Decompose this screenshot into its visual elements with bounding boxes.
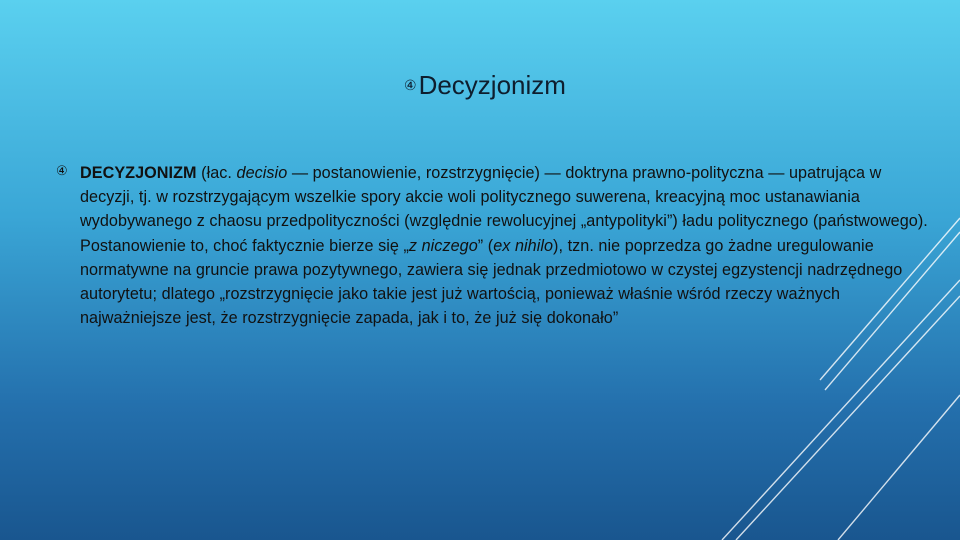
slide-title xyxy=(404,70,566,101)
text-segment: — postanowienie, rozstrzygnięcie) — doktryna prawno-polityczna — upatrująca w decyzji, tj. w rozstrzygającym wszelkie spory akcie woli politycznego suwerena, kreacyjną moc ustanawiania wydobywanego z chaosu przedpolityczności (względnie rewolucyjnej „antypolityki”) ładu politycznego (państwowego). Postanowienie to, choć faktycznie bierze się „ xyxy=(80,164,928,255)
quote-italic: z niczego xyxy=(408,236,478,255)
text-segment: ), tzn. nie poprzedza go żadne uregulowanie normatywne na gruncie prawa pozytywnego, zawiera się jednak przedmiotowo w czystej egzystencji nadrzędnego autorytetu; dlatego „rozstrzygnięcie jako takie jest już wartością, ponieważ właśnie wśród rzeczy ważnych najważniejsze jest, że rozstrzygnięcie zapada, jak i to, że już się dokonało” xyxy=(80,236,903,328)
content-block xyxy=(56,161,936,330)
text-segment: (łac. xyxy=(196,164,237,182)
text-segment: ” ( xyxy=(477,236,494,255)
definition-paragraph xyxy=(56,161,936,330)
decor-line xyxy=(838,395,960,540)
latin-phrase: ex nihilo xyxy=(493,236,554,255)
decor-line xyxy=(736,296,960,540)
slide-title-text: Decyzjonizm xyxy=(418,70,566,100)
circled-digit-four-icon: ④ xyxy=(404,77,417,93)
term: DECYZJONIZM xyxy=(80,164,197,182)
latin-term: decisio xyxy=(236,164,288,182)
circled-digit-four-icon: ④ xyxy=(56,163,68,178)
